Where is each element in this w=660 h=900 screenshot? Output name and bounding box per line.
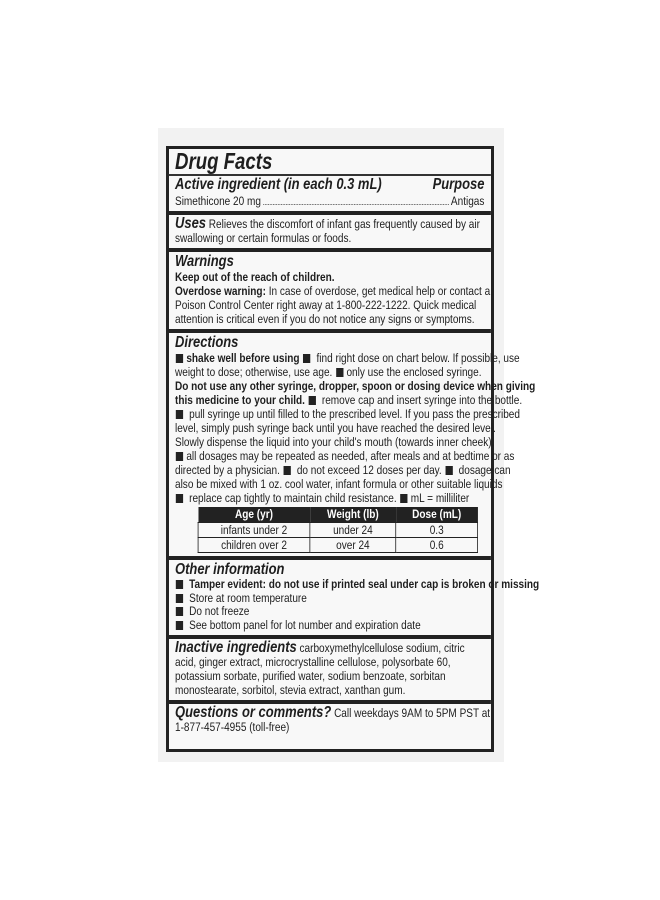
divider bbox=[169, 556, 491, 560]
table-cell: 0.3 bbox=[396, 523, 478, 538]
directions-heading: Directions bbox=[175, 334, 239, 351]
other-information-section bbox=[175, 561, 540, 632]
direction-text: level, simply push syringe back until you have reached the desired level. bbox=[175, 421, 496, 435]
warnings-heading: Warnings bbox=[175, 253, 234, 270]
overdose-label: Overdose warning: bbox=[175, 284, 266, 298]
questions-heading: Questions or comments? bbox=[175, 704, 332, 721]
bullet-icon bbox=[336, 368, 343, 377]
table-header-row bbox=[198, 507, 477, 523]
inactive-text: potassium sorbate, purified water, sodium benzoate, sorbitan bbox=[175, 669, 446, 683]
active-ingredient-heading: Active ingredient (in each 0.3 mL) bbox=[175, 176, 382, 193]
table-cell: infants under 2 bbox=[198, 523, 310, 538]
inactive-ingredients-section bbox=[175, 641, 484, 697]
other-information-heading: Other information bbox=[175, 561, 285, 578]
keep-out-warning: Keep out of the reach of children. bbox=[175, 270, 335, 284]
bullet-icon bbox=[284, 466, 291, 475]
direction-text: also be mixed with 1 oz. cool water, infant formula or other suitable liquids bbox=[175, 477, 503, 491]
list-item: Do not freeze bbox=[189, 604, 250, 618]
divider bbox=[169, 329, 491, 333]
bullet-icon bbox=[176, 410, 183, 419]
direction-text: shake well before using bbox=[186, 351, 300, 365]
list-item: Store at room temperature bbox=[189, 590, 307, 605]
bullet-icon bbox=[176, 594, 183, 603]
active-ingredient-row bbox=[175, 194, 484, 208]
direction-text: weight to dose; otherwise, use age. bbox=[175, 365, 333, 379]
direction-text: Slowly dispense the liquid into your child's mouth (towards inner cheek). bbox=[175, 435, 495, 449]
questions-section bbox=[175, 704, 491, 734]
table-row bbox=[198, 538, 477, 553]
column-header: Dose (mL) bbox=[396, 507, 478, 523]
phone-number: 1-877-457-4955 (toll-free) bbox=[175, 720, 290, 734]
divider bbox=[169, 211, 491, 215]
bullet-icon bbox=[176, 452, 183, 461]
active-ingredient-header bbox=[175, 176, 484, 194]
inactive-text: monostearate, sorbitol, stevia extract, xanthan gum. bbox=[175, 683, 406, 697]
direction-text: this medicine to your child. bbox=[175, 393, 305, 407]
table-cell: over 24 bbox=[310, 538, 396, 553]
bullet-icon bbox=[309, 396, 316, 405]
direction-text: do not exceed 12 doses per day. bbox=[296, 463, 442, 477]
bullet-icon bbox=[176, 354, 183, 363]
warnings-section bbox=[175, 253, 491, 326]
bullet-icon bbox=[176, 621, 183, 630]
divider bbox=[169, 248, 491, 252]
direction-text: remove cap and insert syringe into the bottle. bbox=[321, 393, 523, 407]
dosing-table bbox=[198, 507, 478, 553]
table-cell: 0.6 bbox=[396, 538, 478, 553]
direction-text: mL = milliliter bbox=[410, 491, 470, 505]
list-item: See bottom panel for lot number and expiration date bbox=[189, 617, 421, 632]
uses-section bbox=[175, 217, 484, 245]
direction-text: Do not use any other syringe, dropper, spoon or dosing device when giving bbox=[175, 379, 536, 393]
bullet-icon bbox=[445, 466, 452, 475]
overdose-text: attention is critical even if you do not notice any signs or symptoms. bbox=[175, 312, 475, 326]
drug-facts-box bbox=[166, 146, 540, 752]
direction-text: replace cap tightly to maintain child resistance. bbox=[189, 491, 397, 505]
table-row bbox=[198, 523, 477, 538]
uses-text: swallowing or certain formulas or foods. bbox=[175, 231, 352, 245]
direction-text: only use the enclosed syringe. bbox=[346, 365, 482, 379]
bullet-icon bbox=[176, 580, 183, 589]
ingredient: Simethicone 20 mg bbox=[175, 194, 261, 208]
uses-heading: Uses bbox=[175, 215, 206, 232]
bullet-icon bbox=[176, 607, 183, 616]
direction-text: directed by a physician. bbox=[175, 463, 280, 477]
direction-text: dosage can bbox=[458, 463, 511, 477]
list-item: Tamper evident: do not use if printed seal under cap is broken or missing bbox=[189, 577, 540, 591]
drug-facts-title: Drug Facts bbox=[175, 148, 273, 174]
purpose-heading: Purpose bbox=[432, 176, 485, 193]
bullet-icon bbox=[176, 494, 183, 503]
direction-text: find right dose on chart below. If possible, use bbox=[316, 351, 520, 365]
directions-section bbox=[175, 334, 536, 505]
column-header: Weight (lb) bbox=[310, 507, 396, 523]
inactive-text: acid, ginger extract, microcrystalline cellulose, polysorbate 60, bbox=[175, 655, 451, 669]
bullet-icon bbox=[303, 354, 310, 363]
direction-text: all dosages may be repeated as needed, after meals and at bedtime or as bbox=[186, 449, 515, 463]
table-cell: under 24 bbox=[310, 523, 396, 538]
direction-text: pull syringe up until filled to the prescribed level. If you pass the prescribed bbox=[189, 407, 520, 421]
purpose: Antigas bbox=[450, 194, 485, 208]
inactive-ingredients-heading: Inactive ingredients bbox=[175, 639, 297, 656]
dot-leader bbox=[263, 204, 448, 205]
inactive-text: carboxymethylcellulose sodium, citric bbox=[299, 641, 465, 655]
overdose-text: In case of overdose, get medical help or contact a bbox=[268, 284, 491, 298]
table-cell: children over 2 bbox=[198, 538, 310, 553]
questions-text: Call weekdays 9AM to 5PM PST at bbox=[334, 706, 491, 720]
overdose-text: Poison Control Center right away at 1-800-222-1222. Quick medical bbox=[175, 298, 477, 312]
bullet-icon bbox=[400, 494, 407, 503]
column-header: Age (yr) bbox=[198, 507, 310, 523]
uses-text: Relieves the discomfort of infant gas frequently caused by air bbox=[208, 217, 480, 231]
